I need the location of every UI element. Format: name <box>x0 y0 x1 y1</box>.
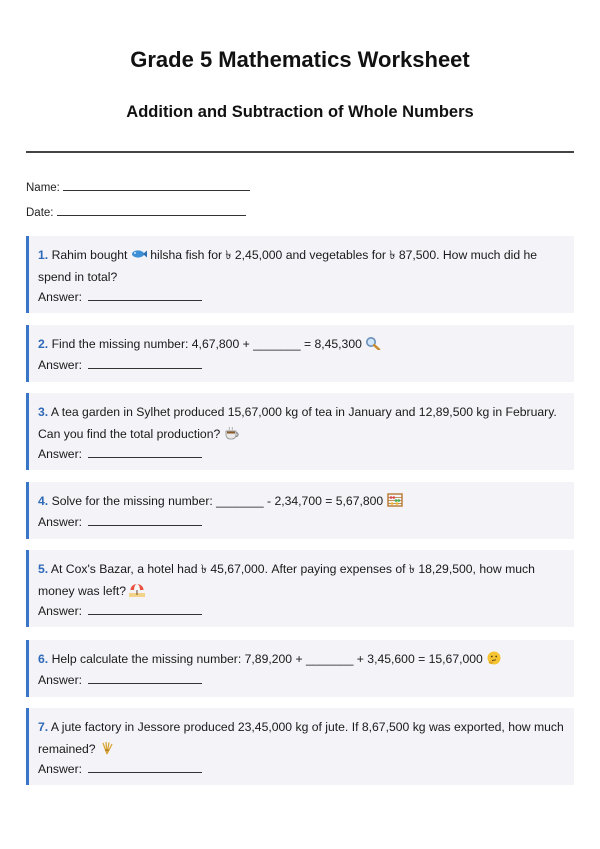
question-text-part: Solve for the missing number: _______ - 2,34,700 = 5,67,800 <box>51 494 384 508</box>
question-2 <box>26 325 574 382</box>
question-text-part: At Cox's Bazar, a hotel had ৳ 45,67,000. After paying expenses of ৳ 18,29,500, how much money was left? <box>38 562 535 598</box>
question-3 <box>26 393 574 470</box>
answer-row <box>38 356 564 374</box>
abacus-icon <box>387 493 403 507</box>
question-text-part: Find the missing number: 4,67,800 + _______ = 8,45,300 <box>51 337 362 351</box>
question-text-part: hilsha fish for ৳ 2,45,000 and vegetables for ৳ 87,500. How much did he spend in total? <box>38 248 538 284</box>
answer-label: Answer: <box>38 604 83 618</box>
question-text-part: Rahim bought <box>51 248 128 262</box>
tea-cup-icon <box>224 426 240 440</box>
answer-label: Answer: <box>38 290 83 304</box>
header-divider <box>26 151 574 153</box>
question-number: 7. <box>38 720 49 734</box>
magnifying-glass-icon <box>365 336 381 350</box>
answer-row <box>38 513 564 531</box>
date-row <box>26 204 246 220</box>
answer-field[interactable] <box>88 603 202 615</box>
answer-label: Answer: <box>38 762 83 776</box>
answer-row <box>38 288 564 306</box>
question-text-part: Help calculate the missing number: 7,89,200 + _______ + 3,45,600 = 15,67,000 <box>51 652 483 666</box>
question-text <box>38 717 564 760</box>
name-field[interactable] <box>63 179 250 191</box>
answer-field[interactable] <box>88 761 202 773</box>
question-1 <box>26 236 574 313</box>
answer-field[interactable] <box>88 357 202 369</box>
answer-row <box>38 671 564 689</box>
answer-label: Answer: <box>38 514 83 529</box>
question-number: 4. <box>38 494 49 508</box>
question-number: 2. <box>38 337 49 351</box>
question-text <box>38 334 564 356</box>
question-text-part: A jute factory in Jessore produced 23,45,000 kg of jute. If 8,67,500 kg was exported, how much remained? <box>38 720 564 756</box>
thinking-face-icon <box>486 651 502 665</box>
question-6 <box>26 640 574 697</box>
answer-row <box>38 760 564 778</box>
question-7 <box>26 708 574 785</box>
question-number: 6. <box>38 652 49 666</box>
answer-field[interactable] <box>88 289 202 301</box>
question-text <box>38 559 564 602</box>
answer-row <box>38 602 564 620</box>
question-4 <box>26 482 574 539</box>
question-5 <box>26 550 574 627</box>
answer-field[interactable] <box>88 672 202 684</box>
worksheet-title: Grade 5 Mathematics Worksheet <box>130 47 470 72</box>
answer-row <box>38 445 564 463</box>
answer-label: Answer: <box>38 672 83 687</box>
date-field[interactable] <box>57 204 246 216</box>
name-label: Name: <box>26 182 60 194</box>
question-text <box>38 402 564 445</box>
beach-umbrella-icon <box>129 583 145 597</box>
question-number: 3. <box>38 405 49 419</box>
date-label: Date: <box>26 207 54 219</box>
name-row <box>26 179 250 195</box>
answer-label: Answer: <box>38 357 83 372</box>
answer-field[interactable] <box>88 514 202 526</box>
question-text-part: A tea garden in Sylhet produced 15,67,000 kg of tea in January and 12,89,500 kg in February. Can you find the total production? <box>38 405 557 441</box>
answer-label: Answer: <box>38 447 83 461</box>
question-number: 1. <box>38 248 49 262</box>
question-number: 5. <box>38 562 49 576</box>
sheaf-icon <box>99 741 115 755</box>
fish-icon <box>131 247 147 261</box>
answer-field[interactable] <box>88 446 202 458</box>
question-text <box>38 491 564 513</box>
worksheet-subtitle: Addition and Subtraction of Whole Numbers <box>126 103 474 121</box>
question-text <box>38 245 564 288</box>
question-text <box>38 649 564 671</box>
